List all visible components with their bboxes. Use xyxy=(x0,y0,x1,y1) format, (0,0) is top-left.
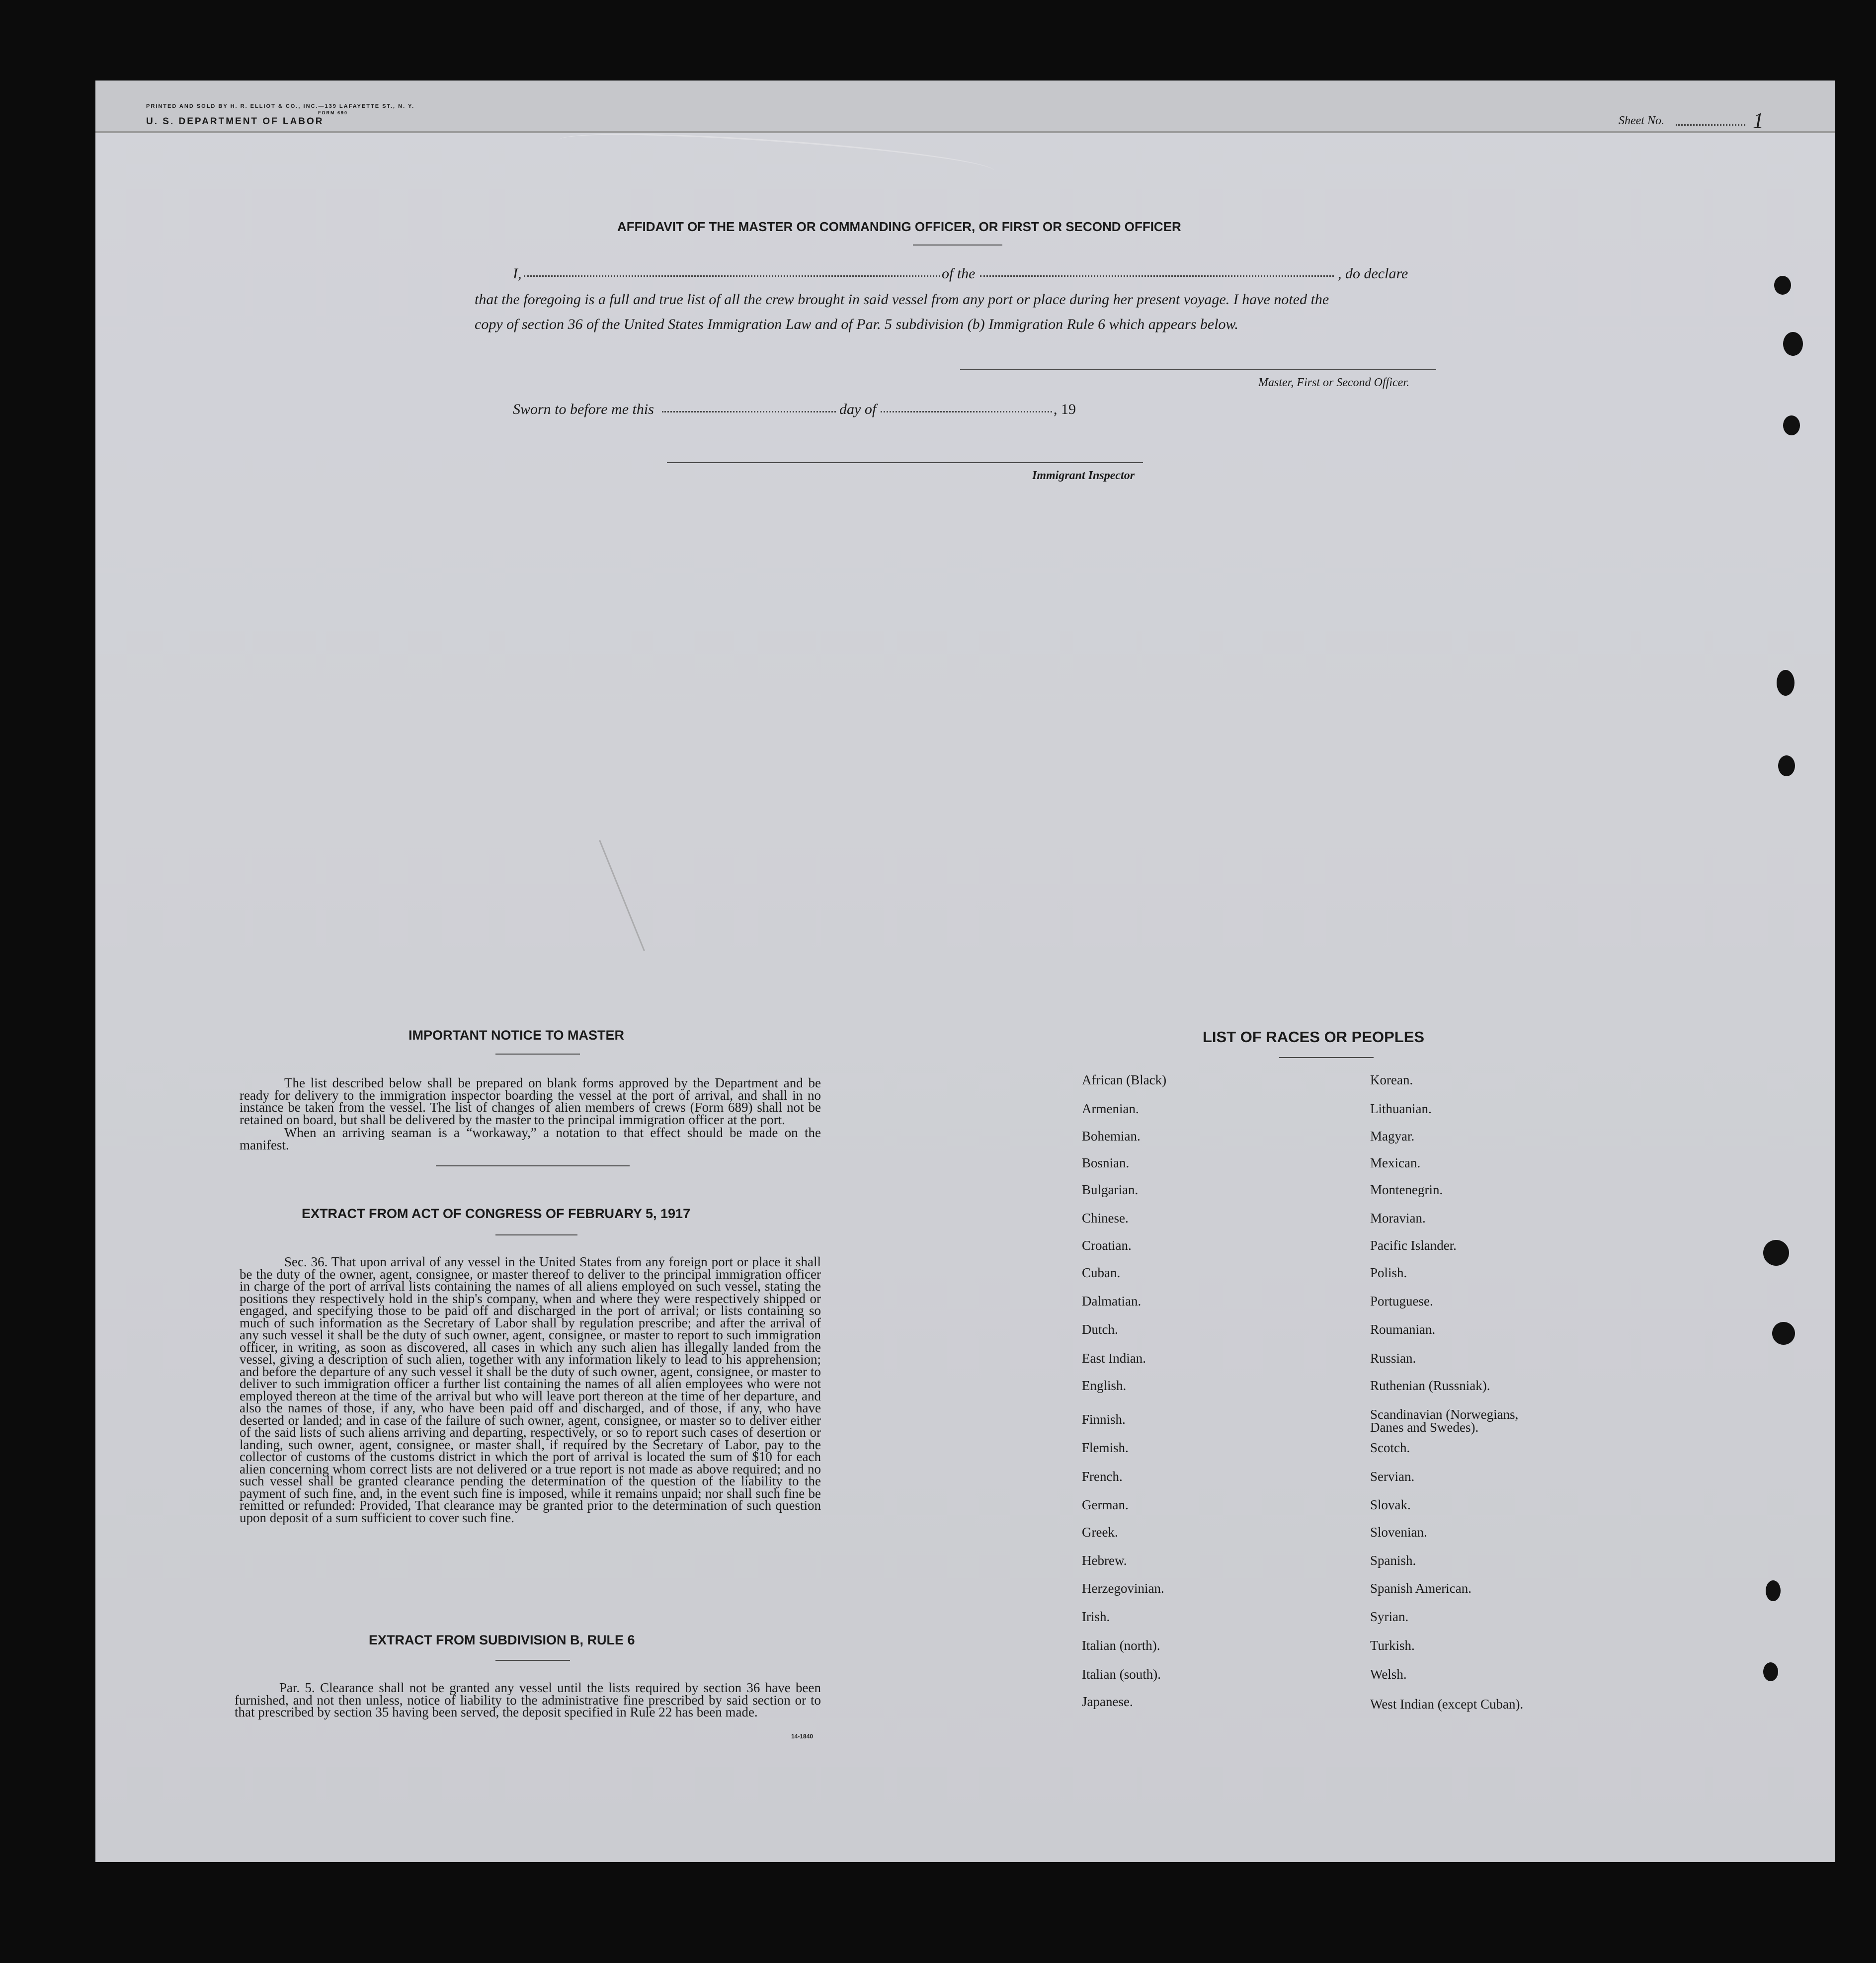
rule-extract-title-rule xyxy=(495,1660,570,1661)
manifest-page xyxy=(95,81,1835,1862)
right-race-item: Roumanian. xyxy=(1370,1322,1436,1337)
affidavit-line3: copy of section 36 of the United States Immigration Law and of Par. 5 subdivision (b) Immigration Rule 6 which appears below. xyxy=(475,316,1238,332)
binding-hole xyxy=(1783,415,1800,435)
right-race-item: Ruthenian (Russniak). xyxy=(1370,1378,1490,1393)
right-race-item: Magyar. xyxy=(1370,1129,1415,1144)
left-race-item: Irish. xyxy=(1082,1609,1110,1624)
left-race-item: Hebrew. xyxy=(1082,1553,1127,1568)
left-race-item: Italian (south). xyxy=(1082,1667,1161,1682)
left-race-item: Italian (north). xyxy=(1082,1638,1160,1653)
binding-hole xyxy=(1774,276,1791,295)
right-race-item: Polish. xyxy=(1370,1265,1407,1280)
left-race-item: Chinese. xyxy=(1082,1211,1129,1226)
right-race-item: Mexican. xyxy=(1370,1155,1421,1170)
right-race-item: Lithuanian. xyxy=(1370,1101,1432,1116)
left-race-item: East Indian. xyxy=(1082,1351,1146,1366)
officer-signature-line[interactable] xyxy=(960,369,1436,370)
sheet-number-value: 1 xyxy=(1753,108,1764,133)
right-race-item: Montenegrin. xyxy=(1370,1182,1443,1197)
act-extract-title-rule xyxy=(495,1234,577,1235)
rule-extract-text: Par. 5. Clearance shall not be granted any vessel until the lists required by section 36 have been furnished, and not then unless, notice of liability to the administrative fine prescribed by said section or to that prescribed by section 35 having been served, the deposit specified in Rule 22 has been made. xyxy=(235,1680,821,1719)
right-race-item: Spanish American. xyxy=(1370,1581,1471,1596)
print-code: 14-1840 xyxy=(791,1733,814,1740)
right-race-item: Korean. xyxy=(1370,1072,1413,1087)
left-race-item: German. xyxy=(1082,1497,1129,1512)
affidavit-line1-i: I, xyxy=(513,265,522,282)
left-race-item: Japanese. xyxy=(1082,1694,1133,1709)
sworn-label: Sworn to before me this xyxy=(513,401,654,417)
department-label: U. S. DEPARTMENT OF LABOR xyxy=(146,116,324,127)
binding-hole xyxy=(1763,1662,1778,1681)
sworn-year-label: , 19 xyxy=(1054,401,1076,417)
right-race-item: Scandinavian (Norwegians, Danes and Swedes). xyxy=(1370,1407,1519,1435)
notice-paragraph-1: The list described below shall be prepared on blank forms approved by the Department and be ready for delivery to the immigration inspector boarding the vessel at the port of arrival, and shall in no instance be taken from the vessel. The list of changes of alien members of crews (Form 689) shall not be retained on board, but shall be delivered by the master to the principal immigration officer at the port. xyxy=(240,1075,821,1127)
right-race-item: Russian. xyxy=(1370,1351,1416,1366)
races-title-rule xyxy=(1279,1057,1374,1058)
left-race-item: English. xyxy=(1082,1378,1127,1393)
left-race-item: French. xyxy=(1082,1469,1123,1484)
paper-scratch xyxy=(599,840,645,951)
right-race-item: Syrian. xyxy=(1370,1609,1409,1624)
right-race-item: West Indian (except Cuban). xyxy=(1370,1697,1524,1712)
sheet-number-label: Sheet No. xyxy=(1619,114,1664,127)
left-race-item: African (Black) xyxy=(1082,1072,1167,1087)
races-title: LIST OF RACES OR PEOPLES xyxy=(1203,1028,1425,1046)
right-race-item: Welsh. xyxy=(1370,1667,1407,1682)
left-race-item: Dutch. xyxy=(1082,1322,1118,1337)
act-extract-text: Sec. 36. That upon arrival of any vessel in the United States from any foreign port or place it shall be the duty of the owner, agent, consignee, or master thereof to deliver to the principal immigration officer in charge of the port of arrival lists containing the names of all aliens employed on such vessel, stating the positions they respectively hold in the ship's company, when and where they were respectively shipped or engaged, and specifying those to be paid off and discharged in the port of arrival; or lists containing so much of such information as the Secretary of Labor shall by regulation prescribe; and after the arrival of any such vessel it shall be the duty of such owner, agent, consignee, or master to report to such immigration officer, in writing, as soon as discovered, all cases in which any such alien has illegally landed from the vessel, giving a description of such alien, together with any information likely to lead to his apprehension; and before the departure of any such vessel it shall be the duty of such owner, agent, consignee, or master to deliver to such immigration officer a further list containing the names of all alien employees who were not employed thereon at the time of the arrival but who will leave port thereon at the time of her departure, and also the names of those, if any, who have been paid off and discharged, and of those, if any, who have deserted or landed; and in case of the failure of such owner, agent, consignee, or master so to deliver either of the said lists of such aliens arriving and departing, respectively, or so to report such cases of desertion or landing, such owner, agent, consignee, or master shall, if required by the Secretary of Labor, pay to the collector of customs of the customs district in which the port of arrival is located the sum of $10 for each alien concerning whom correct lists are not delivered or a true report is not made as above required; and no such vessel shall be granted clearance pending the determination of the question of the liability to the payment of such fine, and, in the event such fine is imposed, while it remains unpaid; nor shall such fine be remitted or refunded: Provided, That clearance may be granted prior to the determination of such question upon deposit of a sum sufficient to cover such fine. xyxy=(240,1254,821,1525)
affidavit-line1-declare: , do declare xyxy=(1338,265,1408,282)
left-race-item: Dalmatian. xyxy=(1082,1294,1142,1309)
header-band xyxy=(95,81,1835,133)
rule-extract-title: EXTRACT FROM SUBDIVISION B, RULE 6 xyxy=(369,1633,635,1647)
right-race-item: Slovak. xyxy=(1370,1497,1411,1512)
vessel-name-field[interactable] xyxy=(980,275,1334,277)
sheet-number-line xyxy=(1676,124,1745,126)
left-race-item: Cuban. xyxy=(1082,1265,1121,1280)
affidavit-line2: that the foregoing is a full and true list of all the crew brought in said vessel from any port or place during her present voyage. I have noted the xyxy=(475,291,1329,308)
affidavit-line1-of-the: of the xyxy=(942,265,976,282)
paper-scuff xyxy=(557,125,995,186)
left-race-item: Croatian. xyxy=(1082,1238,1132,1253)
sworn-month-field[interactable] xyxy=(881,411,1052,412)
left-race-item: Armenian. xyxy=(1082,1101,1139,1116)
notice-paragraph-2: When an arriving seaman is a “workaway,” a notation to that effect should be made on the manifest. xyxy=(240,1125,821,1152)
inspector-signature-line[interactable] xyxy=(667,462,1143,463)
left-race-item: Herzegovinian. xyxy=(1082,1581,1164,1596)
right-race-item: Slovenian. xyxy=(1370,1525,1427,1540)
left-race-item: Flemish. xyxy=(1082,1440,1129,1455)
sworn-day-of-label: day of xyxy=(839,401,877,417)
binding-hole xyxy=(1766,1580,1781,1601)
left-race-item: Finnish. xyxy=(1082,1412,1126,1427)
right-race-item: Turkish. xyxy=(1370,1638,1415,1653)
sworn-day-field[interactable] xyxy=(662,411,836,412)
form-number: FORM 690 xyxy=(318,110,348,115)
right-race-item: Moravian. xyxy=(1370,1211,1426,1226)
inspector-signature-label: Immigrant Inspector xyxy=(1032,469,1135,482)
officer-signature-label: Master, First or Second Officer. xyxy=(1258,376,1409,389)
printer-line: PRINTED AND SOLD BY H. R. ELLIOT & CO., INC.—139 LAFAYETTE ST., N. Y. xyxy=(146,103,415,109)
binding-hole xyxy=(1783,332,1803,356)
officer-name-field[interactable] xyxy=(524,275,940,277)
notice-title: IMPORTANT NOTICE TO MASTER xyxy=(408,1028,624,1043)
binding-hole xyxy=(1778,755,1795,776)
notice-divider xyxy=(436,1165,630,1166)
act-extract-title: EXTRACT FROM ACT OF CONGRESS OF FEBRUARY 5, 1917 xyxy=(302,1206,691,1221)
binding-hole xyxy=(1777,670,1794,696)
binding-hole xyxy=(1763,1240,1789,1266)
races-right-column xyxy=(1370,1073,1619,1759)
right-race-item: Portuguese. xyxy=(1370,1294,1433,1309)
affidavit-title: AFFIDAVIT OF THE MASTER OR COMMANDING OFFICER, OR FIRST OR SECOND OFFICER xyxy=(617,219,1181,234)
binding-hole xyxy=(1772,1322,1795,1345)
left-race-item: Greek. xyxy=(1082,1525,1118,1540)
races-left-column xyxy=(1082,1073,1330,1759)
left-race-item: Bohemian. xyxy=(1082,1129,1141,1144)
right-race-item: Pacific Islander. xyxy=(1370,1238,1457,1253)
left-race-item: Bulgarian. xyxy=(1082,1182,1139,1197)
notice-title-rule xyxy=(495,1054,580,1055)
right-race-item: Servian. xyxy=(1370,1469,1415,1484)
right-race-item: Spanish. xyxy=(1370,1553,1416,1568)
left-race-item: Bosnian. xyxy=(1082,1155,1130,1170)
right-race-item: Scotch. xyxy=(1370,1440,1410,1455)
